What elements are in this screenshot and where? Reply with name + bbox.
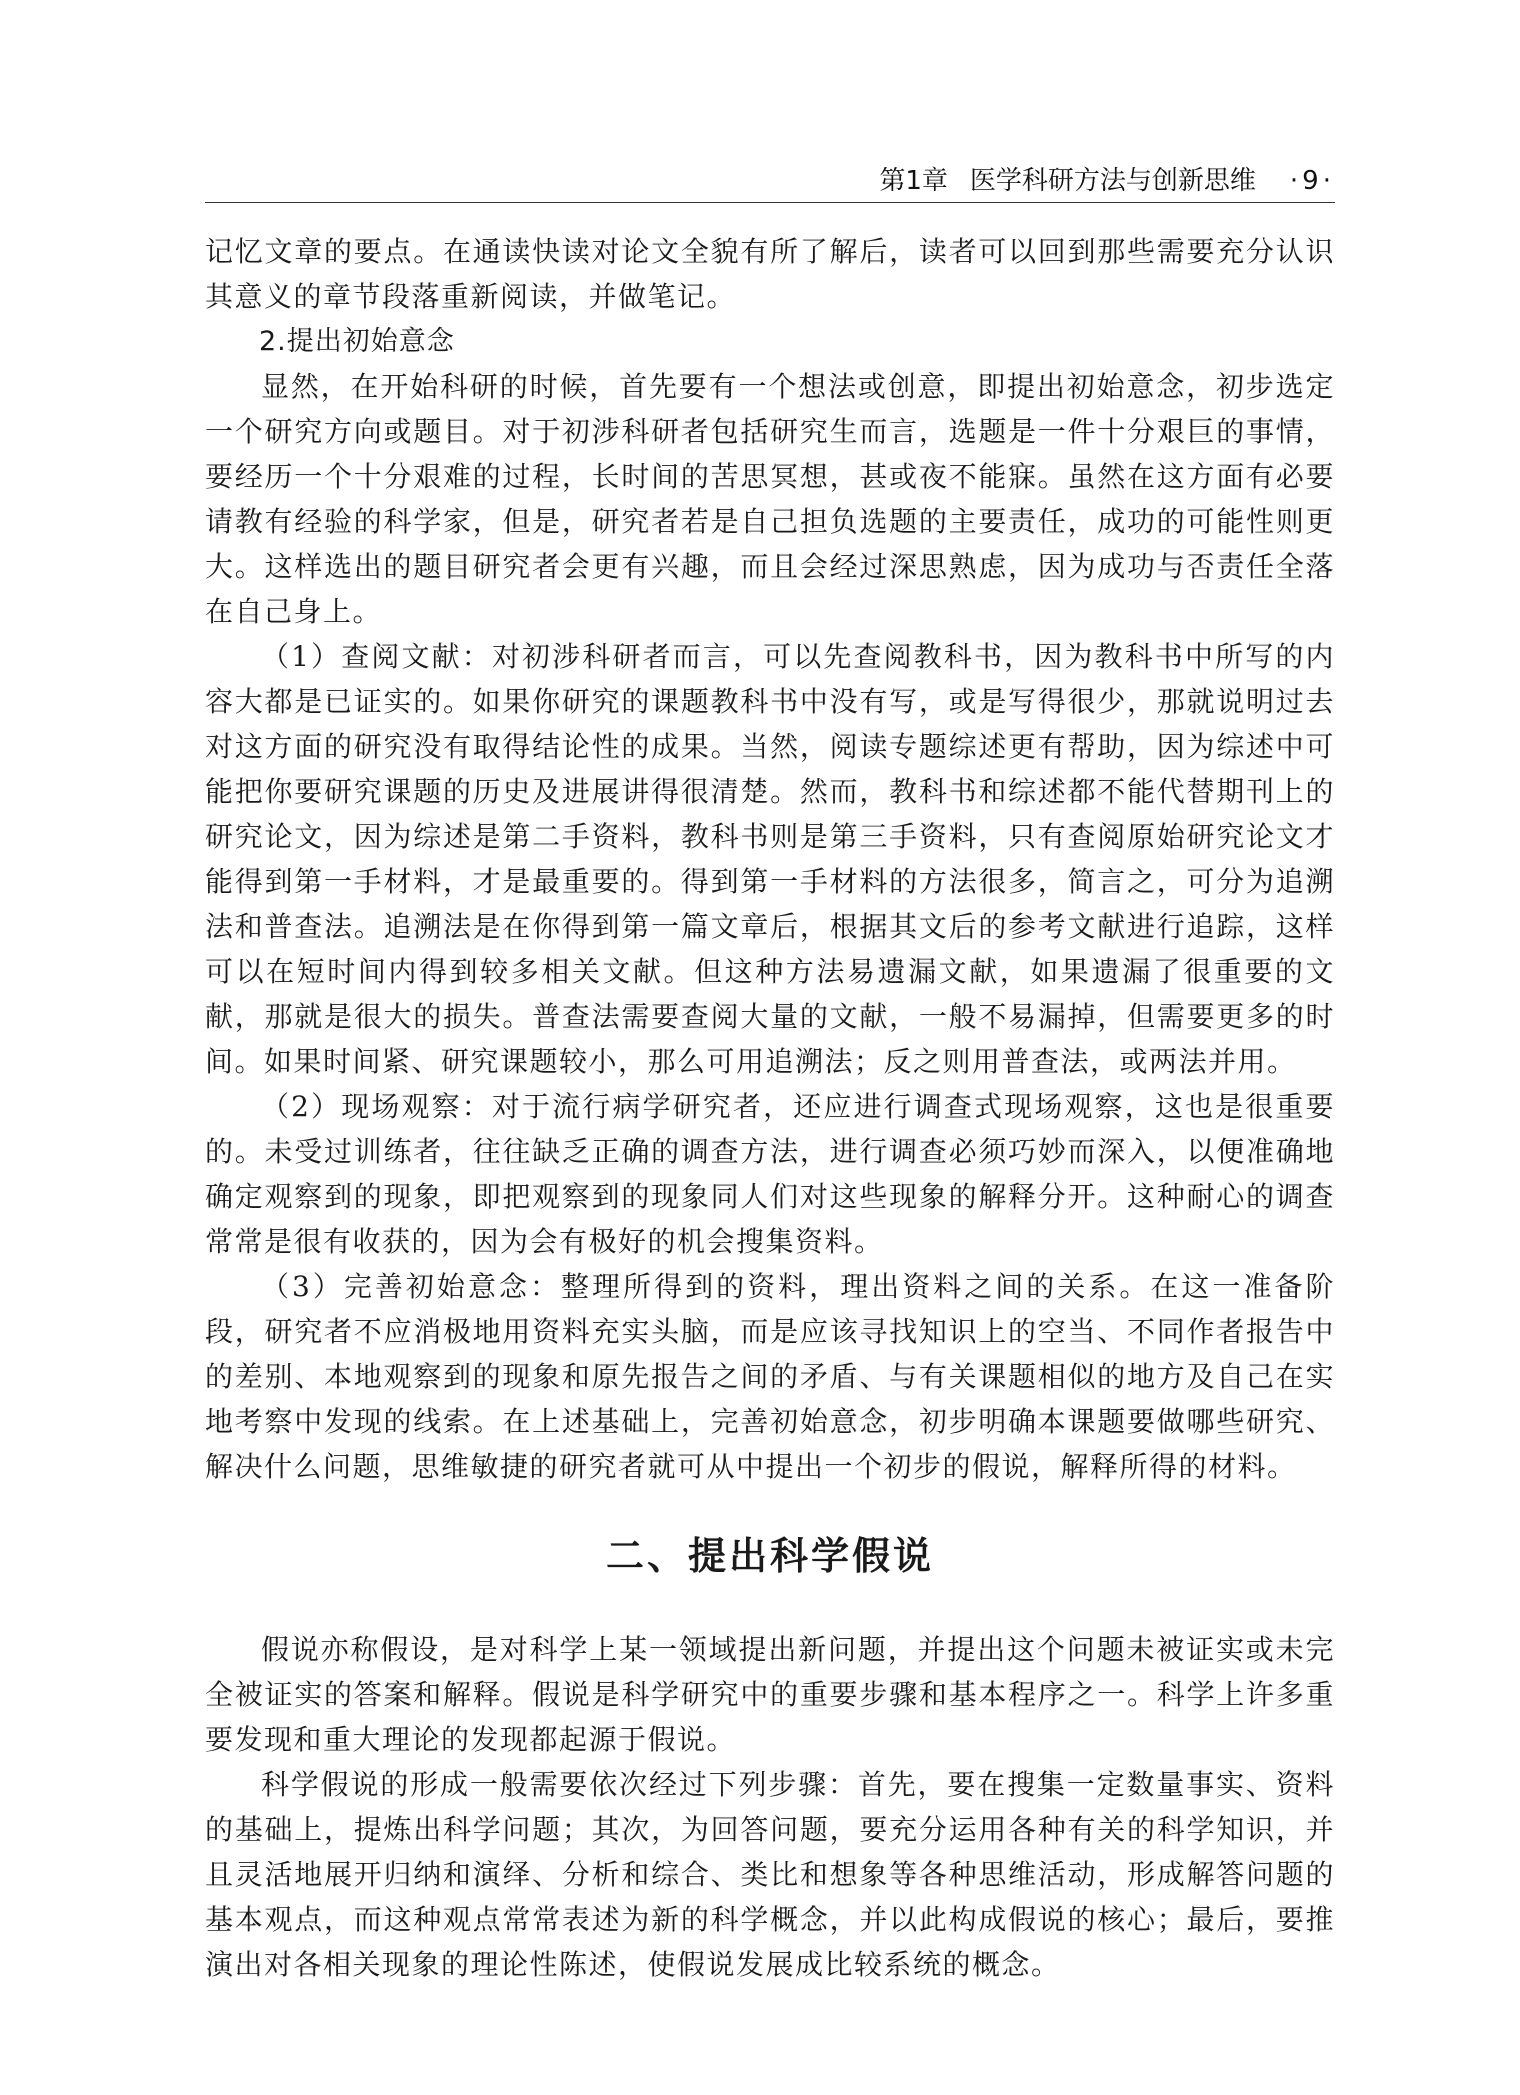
paragraph: 显然，在开始科研的时候，首先要有一个想法或创意，即提出初始意念，初步选定一个研究方向或题目。对于初涉科研者包括研究生而言，选题是一件十分艰巨的事情，要经历一个十分艰难的过程，长时间的苦思冥想，甚或夜不能寐。虽然在这方面有必要请教有经验的科学家，但是，研究者若是自己担负选题的主要责任，成功的可能性则更大。这样选出的题目研究者会更有兴趣，而且会经过深思熟虑，因为成功与否责任全落在自己身上。 xyxy=(205,370,1335,628)
subheading: 2.提出初始意念 xyxy=(259,326,455,357)
running-header xyxy=(205,160,1335,203)
chapter-label: 第1章 xyxy=(879,166,948,196)
page xyxy=(205,160,1335,1987)
section-title: 二、提出科学假说 xyxy=(605,1534,934,1578)
chapter-title: 医学科研方法与创新思维 xyxy=(969,166,1256,196)
body-text xyxy=(205,229,1335,1987)
paragraph: （2）现场观察：对于流行病学研究者，还应进行调查式现场观察，这也是很重要的。未受过训练者，往往缺乏正确的调查方法，进行调查必须巧妙而深入，以便准确地确定观察到的现象，即把观察到的现象同人们对这些现象的解释分开。这种耐心的调查常常是很有收获的，因为会有极好的机会搜集资料。 xyxy=(205,1090,1335,1258)
page-number: ·9· xyxy=(1289,166,1335,196)
paragraph: 科学假说的形成一般需要依次经过下列步骤：首先，要在搜集一定数量事实、资料的基础上，提炼出科学问题；其次，为回答问题，要充分运用各种有关的科学知识，并且灵活地展开归纳和演绎、分析和综合、类比和想象等各种思维活动，形成解答问题的基本观点，而这种观点常常表述为新的科学概念，并以此构成假说的核心；最后，要推演出对各相关现象的理论性陈述，使假说发展成比较系统的概念。 xyxy=(205,1768,1335,1981)
paragraph: （3）完善初始意念：整理所得到的资料，理出资料之间的关系。在这一准备阶段，研究者不应消极地用资料充实头脑，而是应该寻找知识上的空当、不同作者报告中的差别、本地观察到的现象和原先报告之间的矛盾、与有关课题相似的地方及自己在实地考察中发现的线索。在上述基础上，完善初始意念，初步明确本课题要做哪些研究、解决什么问题，思维敏捷的研究者就可从中提出一个初步的假说，解释所得的材料。 xyxy=(205,1270,1335,1483)
paragraph: （1）查阅文献：对初涉科研者而言，可以先查阅教科书，因为教科书中所写的内容大都是已证实的。如果你研究的课题教科书中没有写，或是写得很少，那就说明过去对这方面的研究没有取得结论性的成果。当然，阅读专题综述更有帮助，因为综述中可能把你要研究课题的历史及进展讲得很清楚。然而，教科书和综述都不能代替期刊上的研究论文，因为综述是第二手资料，教科书则是第三手资料，只有查阅原始研究论文才能得到第一手材料，才是最重要的。得到第一手材料的方法很多，简言之，可分为追溯法和普查法。追溯法是在你得到第一篇文章后，根据其文后的参考文献进行追踪，这样可以在短时间内得到较多相关文献。但这种方法易遗漏文献，如果遗漏了很重要的文献，那就是很大的损失。普查法需要查阅大量的文献，一般不易漏掉，但需要更多的时间。如果时间紧、研究课题较小，那么可用追溯法；反之则用普查法，或两法并用。 xyxy=(205,640,1335,1078)
paragraph: 假说亦称假设，是对科学上某一领域提出新问题，并提出这个问题未被证实或未完全被证实的答案和解释。假说是科学研究中的重要步骤和基本程序之一。科学上许多重要发现和重大理论的发现都起源于假说。 xyxy=(205,1633,1335,1756)
paragraph-continued: 记忆文章的要点。在通读快读对论文全貌有所了解后，读者可以回到那些需要充分认识其意义的章节段落重新阅读，并做笔记。 xyxy=(205,235,1335,313)
